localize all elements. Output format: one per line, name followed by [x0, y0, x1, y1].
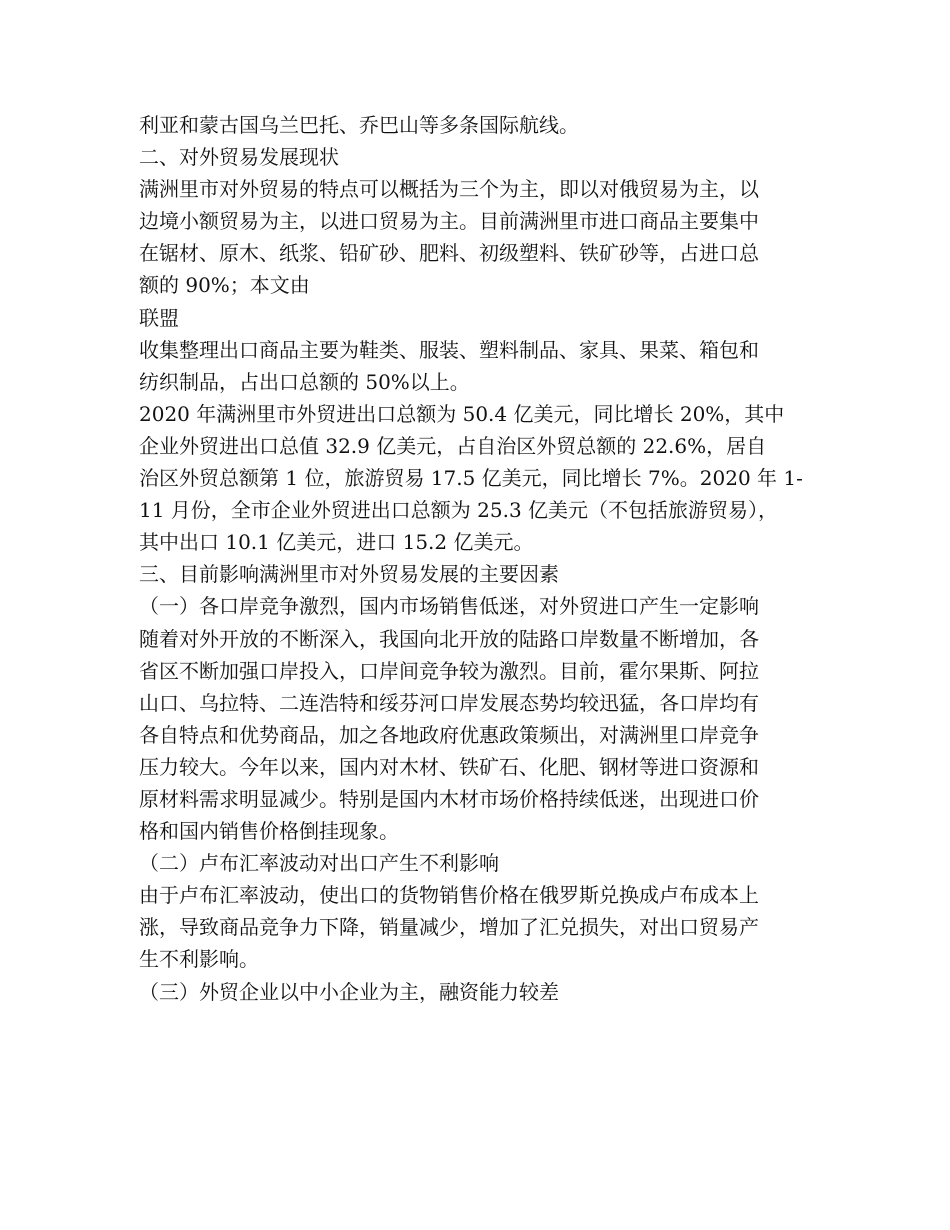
document-body — [139, 109, 829, 1008]
text-line: 11 月份，全市企业外贸进出口总额为 25.3 亿美元（不包括旅游贸易）， — [139, 498, 779, 523]
text-line: 纺织制品，占出口总额的 50%以上。 — [139, 369, 470, 394]
text-line: 额的 90%；本文由 — [139, 273, 310, 298]
text-line: 边境小额贸易为主，以进口贸易为主。目前满洲里市进口商品主要集中 — [139, 209, 759, 234]
text-line: 随着对外开放的不断深入，我国向北开放的陆路口岸数量不断增加，各 — [139, 626, 759, 651]
text-line: 满洲里市对外贸易的特点可以概括为三个为主，即以对俄贸易为主，以 — [139, 177, 759, 202]
text-line: 治区外贸总额第 1 位，旅游贸易 17.5 亿美元，同比增长 7%。2020 年 1- — [139, 466, 803, 491]
text-line: 利亚和蒙古国乌兰巴托、乔巴山等多条国际航线。 — [139, 113, 579, 137]
text-line: 在锯材、原木、纸浆、铅矿砂、肥料、初级塑料、铁矿砂等，占进口总 — [139, 241, 759, 266]
text-line: 其中出口 10.1 亿美元，进口 15.2 亿美元。 — [139, 530, 534, 555]
text-line: 企业外贸进出口总值 32.9 亿美元，占自治区外贸总额的 22.6%，居自 — [139, 433, 767, 458]
text-line: 收集整理出口商品主要为鞋类、服装、塑料制品、家具、果菜、箱包和 — [139, 337, 759, 362]
subsection-heading: （二）卢布汇率波动对出口产生不利影响 — [139, 851, 499, 876]
section-heading: 二、对外贸易发展现状 — [139, 145, 339, 170]
text-line: 山口、乌拉特、二连浩特和绥芬河口岸发展态势均较迅猛，各口岸均有 — [139, 690, 759, 715]
subsection-heading: （三）外贸企业以中小企业为主，融资能力较差 — [139, 979, 559, 1004]
text-line: 各自特点和优势商品，加之各地政府优惠政策频出，对满洲里口岸竞争 — [139, 722, 759, 747]
text-line: 由于卢布汇率波动，使出口的货物销售价格在俄罗斯兑换成卢布成本上 — [139, 883, 759, 908]
text-line: 格和国内销售价格倒挂现象。 — [139, 819, 399, 844]
text-line: 生不利影响。 — [139, 947, 259, 972]
section-heading: 三、目前影响满洲里市对外贸易发展的主要因素 — [139, 562, 559, 587]
text-line: 压力较大。今年以来，国内对木材、铁矿石、化肥、钢材等进口资源和 — [139, 754, 759, 779]
text-line: 联盟 — [139, 305, 179, 330]
text-line: 涨，导致商品竞争力下降，销量减少，增加了汇兑损失，对出口贸易产 — [139, 915, 759, 940]
subsection-heading: （一）各口岸竞争激烈，国内市场销售低迷，对外贸进口产生一定影响 — [139, 594, 759, 619]
text-line: 原材料需求明显减少。特别是国内木材市场价格持续低迷，出现进口价 — [139, 786, 759, 811]
text-line: 2020 年满洲里市外贸进出口总额为 50.4 亿美元，同比增长 20%，其中 — [139, 401, 785, 426]
text-line: 省区不断加强口岸投入，口岸间竞争较为激烈。目前，霍尔果斯、阿拉 — [139, 658, 759, 683]
